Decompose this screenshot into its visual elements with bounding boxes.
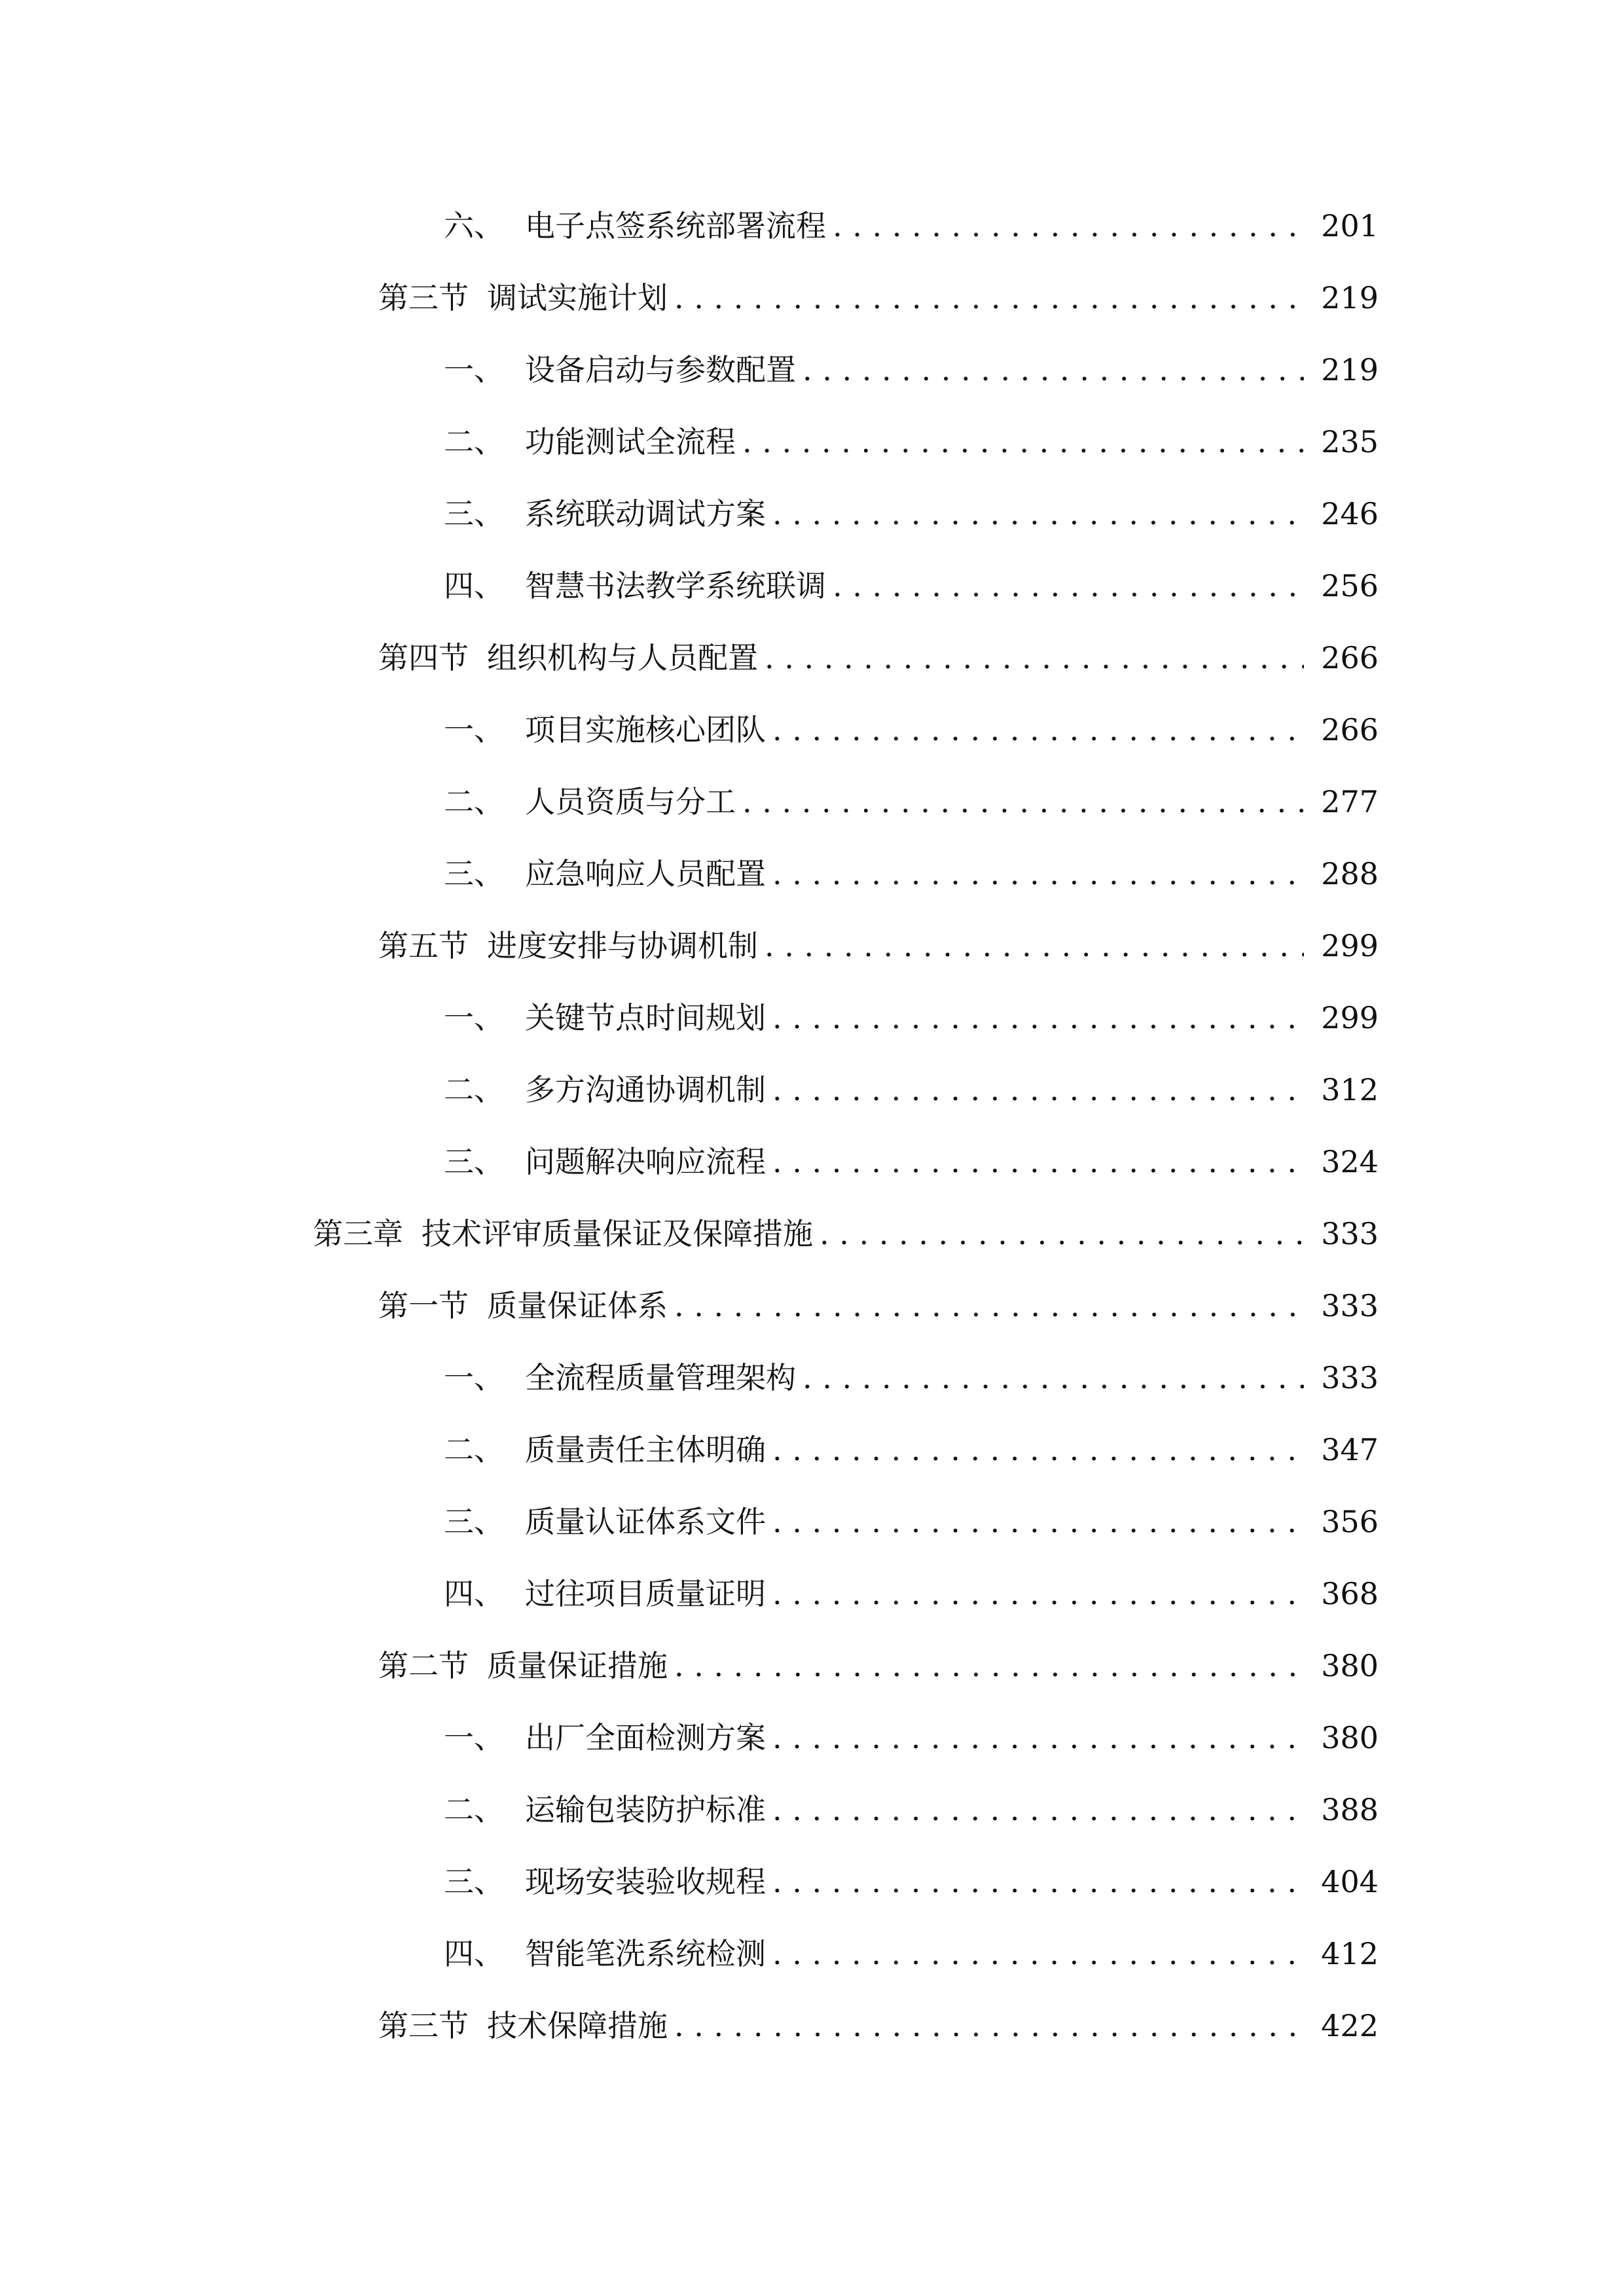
toc-entry-number: 一、 bbox=[444, 352, 504, 387]
toc-entry-body bbox=[444, 1936, 1312, 1971]
toc-entry-title: 运输包装防护标准 bbox=[525, 1792, 766, 1827]
table-of-contents bbox=[0, 190, 1624, 2062]
toc-leader-dots bbox=[674, 1651, 1304, 1681]
toc-entry[interactable] bbox=[0, 694, 1624, 766]
toc-entry[interactable] bbox=[0, 1126, 1624, 1198]
toc-leader-dots bbox=[772, 859, 1304, 889]
toc-entry-title: 问题解决响应流程 bbox=[525, 1144, 766, 1179]
toc-entry-page-number: 266 bbox=[1321, 712, 1379, 747]
toc-entry-title: 全流程质量管理架构 bbox=[525, 1360, 796, 1395]
toc-entry-body bbox=[444, 424, 1312, 459]
toc-entry-title: 技术保障措施 bbox=[487, 2008, 668, 2043]
toc-entry-number: 第四节 bbox=[378, 640, 469, 675]
toc-entry-number: 四、 bbox=[444, 1936, 504, 1971]
toc-entry-page-number: 333 bbox=[1321, 1216, 1379, 1251]
toc-entry-number: 二、 bbox=[444, 1792, 504, 1827]
toc-leader-dots bbox=[820, 1219, 1304, 1249]
toc-entry-number: 第一节 bbox=[378, 1288, 469, 1323]
toc-entry-page-number: 201 bbox=[1321, 208, 1379, 243]
toc-entry-number: 一、 bbox=[444, 1360, 504, 1395]
toc-entry-page-number: 256 bbox=[1321, 568, 1379, 603]
toc-entry-number: 二、 bbox=[444, 424, 504, 459]
toc-entry-page-number: 246 bbox=[1321, 496, 1379, 531]
toc-entry[interactable] bbox=[0, 1558, 1624, 1630]
toc-entry[interactable] bbox=[0, 406, 1624, 478]
toc-entry-title: 组织机构与人员配置 bbox=[487, 640, 758, 675]
toc-entry-body bbox=[444, 712, 1312, 747]
toc-entry-number: 二、 bbox=[444, 784, 504, 819]
toc-entry-body bbox=[378, 640, 1312, 675]
toc-entry-page-number: 333 bbox=[1321, 1360, 1379, 1395]
toc-entry[interactable] bbox=[0, 1054, 1624, 1126]
toc-entry-number: 第三章 bbox=[313, 1216, 403, 1251]
toc-leader-dots bbox=[765, 643, 1304, 673]
toc-entry[interactable] bbox=[0, 766, 1624, 838]
toc-entry-number: 三、 bbox=[444, 1144, 504, 1179]
toc-entry[interactable] bbox=[0, 1990, 1624, 2062]
toc-entry-number: 三、 bbox=[444, 1864, 504, 1899]
toc-entry-title: 智能笔洗系统检测 bbox=[525, 1936, 766, 1971]
toc-entry[interactable] bbox=[0, 982, 1624, 1054]
toc-entry[interactable] bbox=[0, 910, 1624, 982]
toc-entry-number: 一、 bbox=[444, 712, 504, 747]
toc-entry-page-number: 299 bbox=[1321, 1000, 1379, 1035]
toc-entry-title: 技术评审质量保证及保障措施 bbox=[422, 1216, 813, 1251]
toc-entry-number: 二、 bbox=[444, 1432, 504, 1467]
toc-entry-body bbox=[444, 1072, 1312, 1107]
toc-entry-body bbox=[378, 280, 1312, 315]
toc-leader-dots bbox=[742, 427, 1304, 457]
toc-entry-body bbox=[444, 1432, 1312, 1467]
toc-entry-body bbox=[444, 1576, 1312, 1611]
toc-entry-title: 调试实施计划 bbox=[487, 280, 668, 315]
toc-entry-page-number: 422 bbox=[1321, 2008, 1379, 2043]
toc-entry-number: 一、 bbox=[444, 1000, 504, 1035]
toc-leader-dots bbox=[742, 787, 1304, 817]
toc-entry-number: 第五节 bbox=[378, 928, 469, 963]
toc-entry-title: 智慧书法教学系统联调 bbox=[525, 568, 826, 603]
toc-entry[interactable] bbox=[0, 550, 1624, 622]
toc-entry-body bbox=[378, 928, 1312, 963]
toc-entry[interactable] bbox=[0, 838, 1624, 910]
toc-entry-title: 设备启动与参数配置 bbox=[525, 352, 796, 387]
toc-leader-dots bbox=[674, 283, 1304, 313]
toc-leader-dots bbox=[772, 1867, 1304, 1897]
toc-entry-body bbox=[444, 1720, 1312, 1755]
toc-entry-body bbox=[444, 1864, 1312, 1899]
toc-entry-body bbox=[378, 1648, 1312, 1683]
toc-entry-page-number: 299 bbox=[1321, 928, 1379, 963]
toc-entry-title: 项目实施核心团队 bbox=[525, 712, 766, 747]
toc-leader-dots bbox=[772, 1795, 1304, 1825]
toc-entry-page-number: 333 bbox=[1321, 1288, 1379, 1323]
toc-entry[interactable] bbox=[0, 1846, 1624, 1918]
toc-entry-page-number: 368 bbox=[1321, 1576, 1379, 1611]
toc-entry[interactable] bbox=[0, 1630, 1624, 1702]
toc-entry-title: 关键节点时间规划 bbox=[525, 1000, 766, 1035]
toc-entry[interactable] bbox=[0, 1414, 1624, 1486]
toc-entry-body bbox=[444, 1000, 1312, 1035]
toc-entry-number: 第三节 bbox=[378, 2008, 469, 2043]
toc-entry-number: 三、 bbox=[444, 496, 504, 531]
toc-entry[interactable] bbox=[0, 1774, 1624, 1846]
toc-entry-title: 人员资质与分工 bbox=[525, 784, 736, 819]
toc-entry-title: 电子点签系统部署流程 bbox=[525, 208, 826, 243]
toc-leader-dots bbox=[772, 1939, 1304, 1969]
toc-leader-dots bbox=[772, 1147, 1304, 1177]
toc-leader-dots bbox=[674, 1291, 1304, 1321]
toc-entry-title: 现场安装验收规程 bbox=[525, 1864, 766, 1899]
toc-entry-page-number: 347 bbox=[1321, 1432, 1379, 1467]
toc-entry-body bbox=[444, 856, 1312, 891]
toc-entry-title: 质量保证措施 bbox=[487, 1648, 668, 1683]
toc-entry[interactable] bbox=[0, 190, 1624, 262]
toc-list bbox=[0, 190, 1624, 2062]
toc-entry-body bbox=[444, 352, 1312, 387]
toc-entry-page-number: 312 bbox=[1321, 1072, 1379, 1107]
toc-entry-page-number: 288 bbox=[1321, 856, 1379, 891]
toc-entry-page-number: 277 bbox=[1321, 784, 1379, 819]
toc-entry[interactable] bbox=[0, 1702, 1624, 1774]
toc-entry-number: 第二节 bbox=[378, 1648, 469, 1683]
toc-entry-page-number: 356 bbox=[1321, 1504, 1379, 1539]
toc-leader-dots bbox=[772, 1075, 1304, 1105]
toc-entry[interactable] bbox=[0, 1342, 1624, 1414]
toc-entry[interactable] bbox=[0, 1198, 1624, 1270]
toc-leader-dots bbox=[833, 211, 1304, 241]
toc-leader-dots bbox=[833, 571, 1304, 601]
toc-entry-body bbox=[444, 1792, 1312, 1827]
toc-leader-dots bbox=[772, 1003, 1304, 1033]
toc-entry-title: 质量认证体系文件 bbox=[525, 1504, 766, 1539]
toc-entry-title: 功能测试全流程 bbox=[525, 424, 736, 459]
toc-entry-page-number: 266 bbox=[1321, 640, 1379, 675]
toc-entry-body bbox=[378, 2008, 1312, 2043]
toc-entry[interactable] bbox=[0, 1918, 1624, 1990]
toc-entry-page-number: 380 bbox=[1321, 1648, 1379, 1683]
toc-entry-body bbox=[444, 208, 1312, 243]
toc-entry-title: 出厂全面检测方案 bbox=[525, 1720, 766, 1755]
toc-entry-title: 系统联动调试方案 bbox=[525, 496, 766, 531]
toc-entry-page-number: 404 bbox=[1321, 1864, 1379, 1899]
toc-entry-page-number: 324 bbox=[1321, 1144, 1379, 1179]
toc-entry-body bbox=[444, 1504, 1312, 1539]
toc-entry-title: 进度安排与协调机制 bbox=[487, 928, 758, 963]
toc-entry-body bbox=[444, 1360, 1312, 1395]
toc-entry-page-number: 380 bbox=[1321, 1720, 1379, 1755]
toc-entry-page-number: 219 bbox=[1321, 280, 1379, 315]
toc-entry[interactable] bbox=[0, 334, 1624, 406]
toc-entry-title: 质量保证体系 bbox=[487, 1288, 668, 1323]
toc-entry-body bbox=[313, 1216, 1312, 1251]
toc-entry-page-number: 219 bbox=[1321, 352, 1379, 387]
toc-entry-body bbox=[444, 568, 1312, 603]
toc-entry[interactable] bbox=[0, 1486, 1624, 1558]
toc-entry-number: 四、 bbox=[444, 1576, 504, 1611]
toc-leader-dots bbox=[772, 1435, 1304, 1465]
toc-leader-dots bbox=[803, 355, 1304, 385]
toc-entry-body bbox=[444, 1144, 1312, 1179]
toc-entry[interactable] bbox=[0, 622, 1624, 694]
toc-entry-title: 过往项目质量证明 bbox=[525, 1576, 766, 1611]
toc-entry-number: 三、 bbox=[444, 1504, 504, 1539]
toc-leader-dots bbox=[772, 715, 1304, 745]
toc-entry[interactable] bbox=[0, 262, 1624, 334]
toc-entry-number: 第三节 bbox=[378, 280, 469, 315]
toc-leader-dots bbox=[803, 1363, 1304, 1393]
toc-leader-dots bbox=[772, 1507, 1304, 1537]
toc-leader-dots bbox=[674, 2011, 1304, 2041]
toc-entry-title: 多方沟通协调机制 bbox=[525, 1072, 766, 1107]
toc-leader-dots bbox=[765, 931, 1304, 961]
toc-entry-number: 六、 bbox=[444, 208, 504, 243]
toc-entry[interactable] bbox=[0, 478, 1624, 550]
toc-entry-title: 质量责任主体明确 bbox=[525, 1432, 766, 1467]
toc-entry-number: 三、 bbox=[444, 856, 504, 891]
toc-leader-dots bbox=[772, 1579, 1304, 1609]
toc-entry-number: 一、 bbox=[444, 1720, 504, 1755]
toc-entry-page-number: 388 bbox=[1321, 1792, 1379, 1827]
toc-entry-page-number: 412 bbox=[1321, 1936, 1379, 1971]
toc-entry-body bbox=[378, 1288, 1312, 1323]
toc-entry-number: 二、 bbox=[444, 1072, 504, 1107]
toc-leader-dots bbox=[772, 499, 1304, 529]
toc-entry-body bbox=[444, 784, 1312, 819]
toc-entry-page-number: 235 bbox=[1321, 424, 1379, 459]
toc-entry-number: 四、 bbox=[444, 568, 504, 603]
toc-entry-title: 应急响应人员配置 bbox=[525, 856, 766, 891]
toc-entry[interactable] bbox=[0, 1270, 1624, 1342]
toc-entry-body bbox=[444, 496, 1312, 531]
toc-leader-dots bbox=[772, 1723, 1304, 1753]
